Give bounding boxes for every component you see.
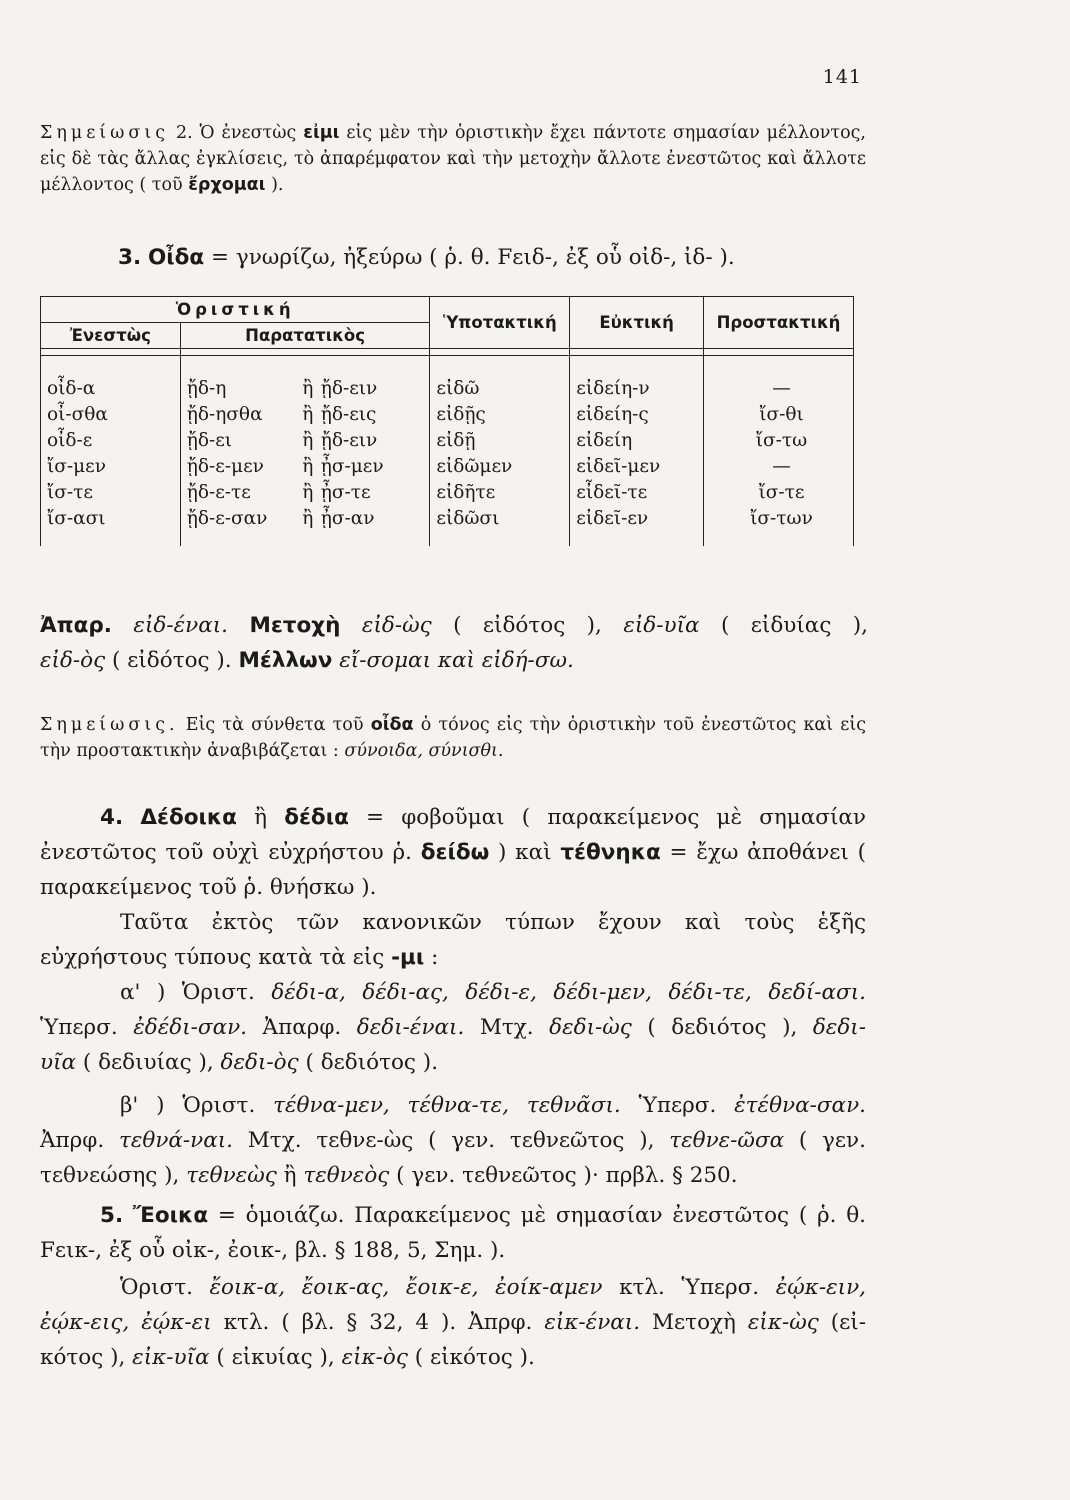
header-subjunctive: Ὑποτακτική [430,297,570,349]
section-5-forms: Ὁριστ. ἔοικ-α, ἔοικ-ας, ἔοικ-ε, ἐοίκ-αμεν κτλ. Ὑπερσ. ἐῴκ-ειν, ἐῴκ-εις, ἐῴκ-ει κτλ. ( βλ. § 32, 4 ). Ἀπρφ. εἰκ-έναι. Μετοχὴ εἰκ-ὼς (εἰ- κότος ), εἰκ-υῖα ( εἰκυίας ), εἰκ-ὸς ( εἰκότος ). [40,1275,867,1370]
imperative-column: — ἴσ-θι ἴσ-τω — ἴσ-τε ἴσ-των [704,356,854,547]
note-2: Σημείωσις. Εἰς τὰ σύνθετα τοῦ οἶδα ὁ τόνος εἰς τὴν ὁριστικὴν τοῦ ἐνεστῶτος καὶ εἰς τὴν προστακτικὴν ἀναβιβάζεται : σύνοιδα, σύνισθι. [40,715,866,761]
note-1: Σημείωσις 2. Ὁ ἐνεστὼς εἰμι εἰς μὲν τὴν ὁριστικὴν ἔχει πάντοτε σημασίαν μέλλοντος, εἰς δὲ τὰς ἄλλας ἐγκλίσεις, τὸ ἀπαρέμφατον καὶ τὴν μετοχὴν ἄλλοτε ἐνεστῶτος καὶ ἄλλοτε μέλλοντος ( τοῦ ἔρχομαι ). [40,123,866,195]
note-2-label: Σημείωσις. [40,715,179,735]
imperfect-column: ᾔδ-η ἢ ᾔδ-ειν ᾔδ-ησθα ἢ ᾔδ-εις ᾔδ-ει ἢ ᾔδ-ειν ᾔδ-ε-μεν ἢ ᾖσ-μεν ᾔδ-ε-τε ἢ ᾖσ-τε ᾔδ-ε-σαν ἢ ᾖσ-αν [180,356,430,547]
section-4-b-forms: β' ) Ὁριστ. τέθνα-μεν, τέθνα-τε, τεθνᾶσι. Ὑπερσ. ἐτέθνα-σαν. Ἀπρφ. τεθνά-ναι. Μτχ. τεθνε-ὼς ( γεν. τεθνεῶτος ), τεθνε-ῶσα ( γεν. τεθνεώσης ), τεθνεὼς ἢ τεθνεὸς ( γεν. τεθνεῶτος )· πρβλ. § 250. [40,1093,866,1188]
section-3-heading: 3. Οἶδα = γνωρίζω, ἠξεύρω ( ῥ. θ. Fειδ-, ἐξ οὗ οἰδ-, ἰδ- ). [118,245,735,270]
oida-forms: Ἀπαρ. εἰδ-έναι. Μετοχὴ εἰδ-ὼς ( εἰδότος ), εἰδ-υῖα ( εἰδυίας ), εἰδ-ὸς ( εἰδότος ). Μέλλων εἴ-σομαι καὶ εἰδή-σω. [40,613,869,673]
header-present: Ἐνεστὼς [41,323,181,349]
section-4-intro: Ταῦτα ἐκτὸς τῶν κανονικῶν τύπων ἔχουν καὶ τοὺς ἑξῆς εὐχρήστους τύπους κατὰ τὰ εἰς -μι : [40,910,866,970]
optative-column: εἰδείη-ν εἰδείη-ς εἰδείη εἰδεῖ-μεν εἶδεῖ-τε εἰδεῖ-εν [570,356,704,547]
header-indicative: Ὁριστική [41,297,430,323]
note-1-label: Σημείωσις [40,123,170,143]
page-number: 141 [822,66,862,88]
header-imperfect: Παρατατικὸς [180,323,430,349]
present-column: οἶδ-α οἶ-σθα οἶδ-ε ἴσ-μεν ἴσ-τε ἴσ-ασι [41,356,181,547]
header-imperative: Προστακτική [704,297,854,349]
section-4: 4. Δέδοικα ἢ δέδια = φοβοῦμαι ( παρακείμενος μὲ σημασίαν ἐνεστῶτος τοῦ οὐχὶ εὐχρήστου ῥ. δείδω ) καὶ τέθνηκα = ἔχω ἀποθάνει ( παρακείμενος τοῦ ῥ. θνήσκω ). [40,805,867,900]
subjunctive-column: εἰδῶ εἰδῇς εἰδῇ εἰδῶμεν εἰδῆτε εἰδῶσι [430,356,570,547]
section-4-a-forms: α' ) Ὁριστ. δέδι-α, δέδι-ας, δέδι-ε, δέδι-μεν, δέδι-τε, δεδί-ασι. Ὑπερσ. ἐδέδι-σαν. Ἀπαρφ. δεδι-έναι. Μτχ. δεδι-ὼς ( δεδιότος ), δεδι- υῖα ( δεδιυίας ), δεδι-ὸς ( δεδιότος ). [40,980,866,1075]
conjugation-table [40,296,854,546]
section-5: 5. Ἔοικα = ὁμοιάζω. Παρακείμενος μὲ σημασίαν ἐνεστῶτος ( ῥ. θ. Fεικ-, ἐξ οὗ οἰκ-, ἐοικ-, βλ. § 188, 5, Σημ. ). [40,1203,866,1263]
header-optative: Εὐκτική [570,297,704,349]
